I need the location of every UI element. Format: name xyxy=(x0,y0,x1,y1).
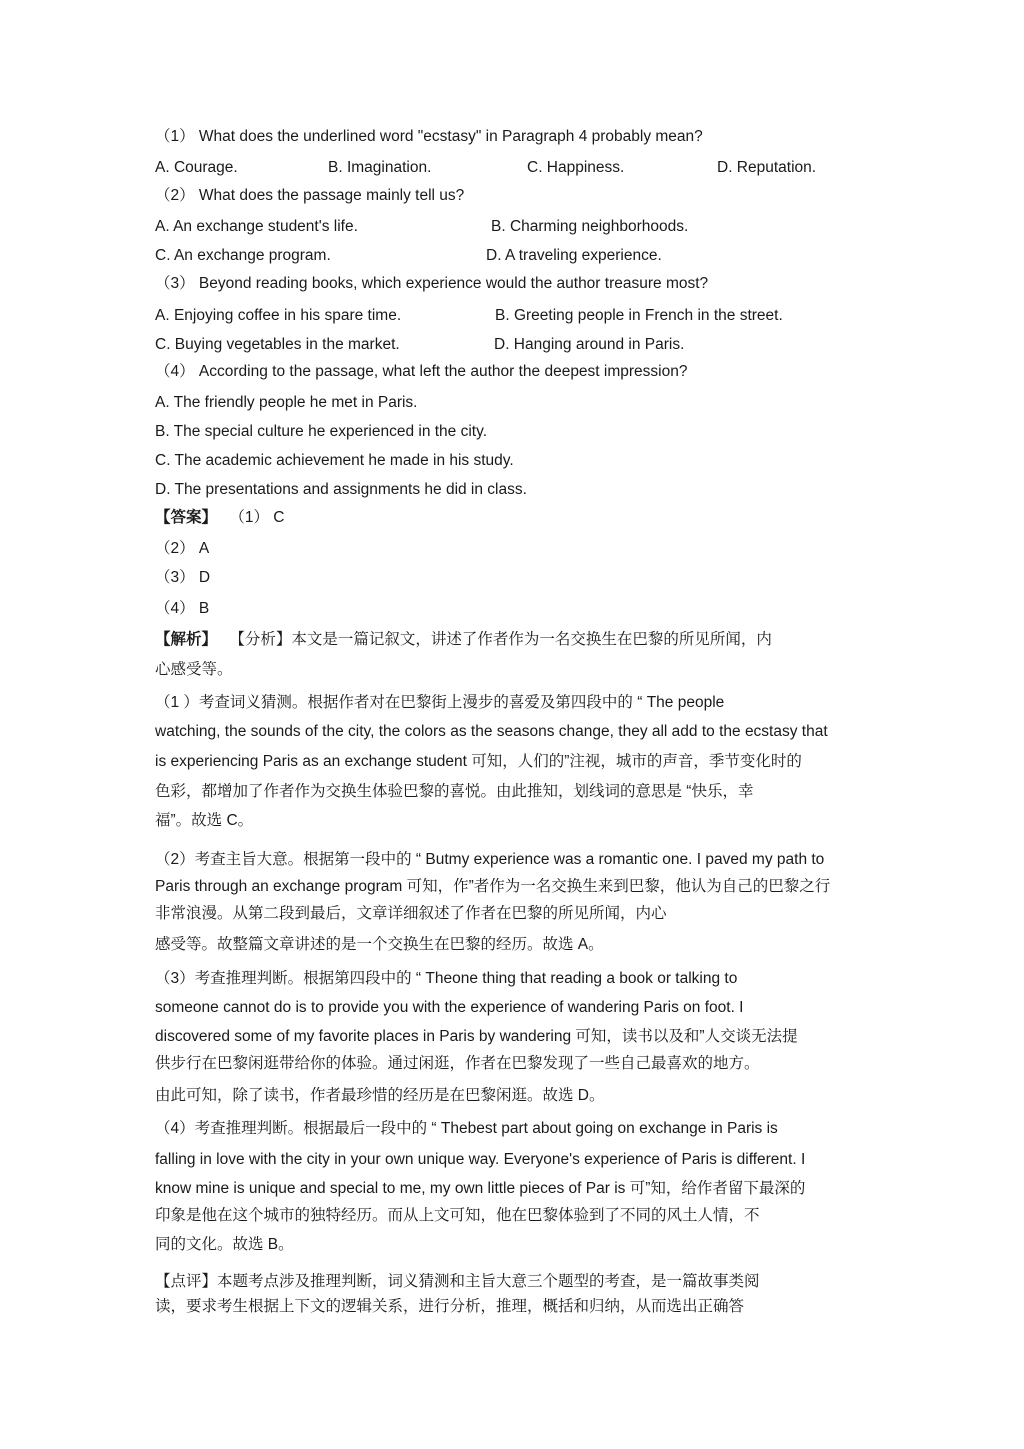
question-3-option-b: B. Greeting people in French in the street. xyxy=(495,307,783,324)
question-4-option-c: C. The academic achievement he made in his study. xyxy=(155,452,514,469)
answer-2: （2） A xyxy=(155,540,210,557)
analysis-q4-line: falling in love with the city in your own unique way. Everyone's experience of Paris is different. I xyxy=(155,1151,806,1168)
question-4-option-d: D. The presentations and assignments he did in class. xyxy=(155,481,527,498)
analysis-q1-line: is experiencing Paris as an exchange student 可知，人们的”注视，城市的声音，季节变化时的 xyxy=(155,753,802,770)
answer-line xyxy=(155,508,284,528)
analysis-q1-line: watching, the sounds of the city, the colors as the seasons change, they all add to the ecstasy that xyxy=(155,723,828,740)
analysis-q3-line: 供步行在巴黎闲逛带给你的体验。通过闲逛，作者在巴黎发现了一些自己最喜欢的地方。 xyxy=(155,1055,760,1072)
analysis-q1-line: 色彩，都增加了作者作为交换生体验巴黎的喜悦。由此推知，划线词的意思是 “快乐，幸 xyxy=(155,783,754,800)
answer-1: （1） C xyxy=(229,509,285,526)
question-4-option-b: B. The special culture he experienced in the city. xyxy=(155,423,488,440)
answer-3: （3） D xyxy=(155,569,211,586)
question-3-option-c: C. Buying vegetables in the market. xyxy=(155,336,400,353)
question-1-option-b: B. Imagination. xyxy=(328,159,432,176)
analysis-q4-line: 印象是他在这个城市的独特经历。而从上文可知，他在巴黎体验到了不同的风土人情，不 xyxy=(155,1207,760,1224)
analysis-q2-line: （2）考查主旨大意。根据第一段中的 “ Butmy experience was a romantic one. I paved my path to xyxy=(155,851,825,868)
question-1-option-d: D. Reputation. xyxy=(717,159,817,176)
analysis-q3-line: someone cannot do is to provide you with the experience of wandering Paris on foot. I xyxy=(155,999,744,1016)
comment-line: 【点评】本题考点涉及推理判断，词义猜测和主旨大意三个题型的考查，是一篇故事类阅 xyxy=(155,1273,760,1290)
answer-label: 【答案】 xyxy=(155,509,218,526)
analysis-q4-line: （4）考查推理判断。根据最后一段中的 “ Thebest part about going on exchange in Paris is xyxy=(155,1120,778,1137)
question-3-option-d: D. Hanging around in Paris. xyxy=(494,336,685,353)
analysis-q1-line: 福”。故选 C。 xyxy=(155,812,254,829)
analysis-q3-line: discovered some of my favorite places in Paris by wandering 可知，读书以及和”人交谈无法提 xyxy=(155,1028,798,1045)
question-2-option-a: A. An exchange student's life. xyxy=(155,218,358,235)
analysis-q4-line: know mine is unique and special to me, my own little pieces of Par is 可”知，给作者留下最深的 xyxy=(155,1180,806,1197)
question-2-option-c: C. An exchange program. xyxy=(155,247,331,264)
analysis-q4-line: 同的文化。故选 B。 xyxy=(155,1236,294,1253)
analysis-q3-line: （3）考查推理判断。根据第四段中的 “ Theone thing that reading a book or talking to xyxy=(155,970,738,987)
question-3-option-a: A. Enjoying coffee in his spare time. xyxy=(155,307,402,324)
question-4-stem: （4） According to the passage, what left the author the deepest impression? xyxy=(155,363,688,380)
question-2-option-d: D. A traveling experience. xyxy=(486,247,662,264)
question-1-option-a: A. Courage. xyxy=(155,159,238,176)
question-1-stem: （1） What does the underlined word "ecstasy" in Paragraph 4 probably mean? xyxy=(155,128,703,145)
analysis-q2-line: 感受等。故整篇文章讲述的是一个交换生在巴黎的经历。故选 A。 xyxy=(155,936,604,953)
analysis-q3-line: 由此可知，除了读书，作者最珍惜的经历是在巴黎闲逛。故选 D。 xyxy=(155,1087,605,1104)
question-1-option-c: C. Happiness. xyxy=(527,159,625,176)
analysis-q2-line: 非常浪漫。从第二段到最后，文章详细叙述了作者在巴黎的所见所闻，内心 xyxy=(155,905,667,922)
analysis-line xyxy=(155,630,772,650)
comment-line: 读，要求考生根据上下文的逻辑关系，进行分析，推理，概括和归纳，从而选出正确答 xyxy=(155,1298,745,1315)
analysis-q1-line: （1 ）考查词义猜测。根据作者对在巴黎街上漫步的喜爱及第四段中的 “ The people xyxy=(155,694,725,711)
analysis-intro-cont: 心感受等。 xyxy=(155,661,233,678)
question-2-stem: （2） What does the passage mainly tell us? xyxy=(155,187,465,204)
question-3-stem: （3） Beyond reading books, which experience would the author treasure most? xyxy=(155,275,709,292)
analysis-label: 【解析】 xyxy=(155,631,218,648)
answer-4: （4） B xyxy=(155,600,210,617)
question-4-option-a: A. The friendly people he met in Paris. xyxy=(155,394,418,411)
analysis-q2-line: Paris through an exchange program 可知，作”者作为一名交换生来到巴黎，他认为自己的巴黎之行 xyxy=(155,878,831,895)
question-2-option-b: B. Charming neighborhoods. xyxy=(491,218,689,235)
analysis-intro: 【分析】本文是一篇记叙文，讲述了作者作为一名交换生在巴黎的所见所闻，内 xyxy=(229,631,772,648)
